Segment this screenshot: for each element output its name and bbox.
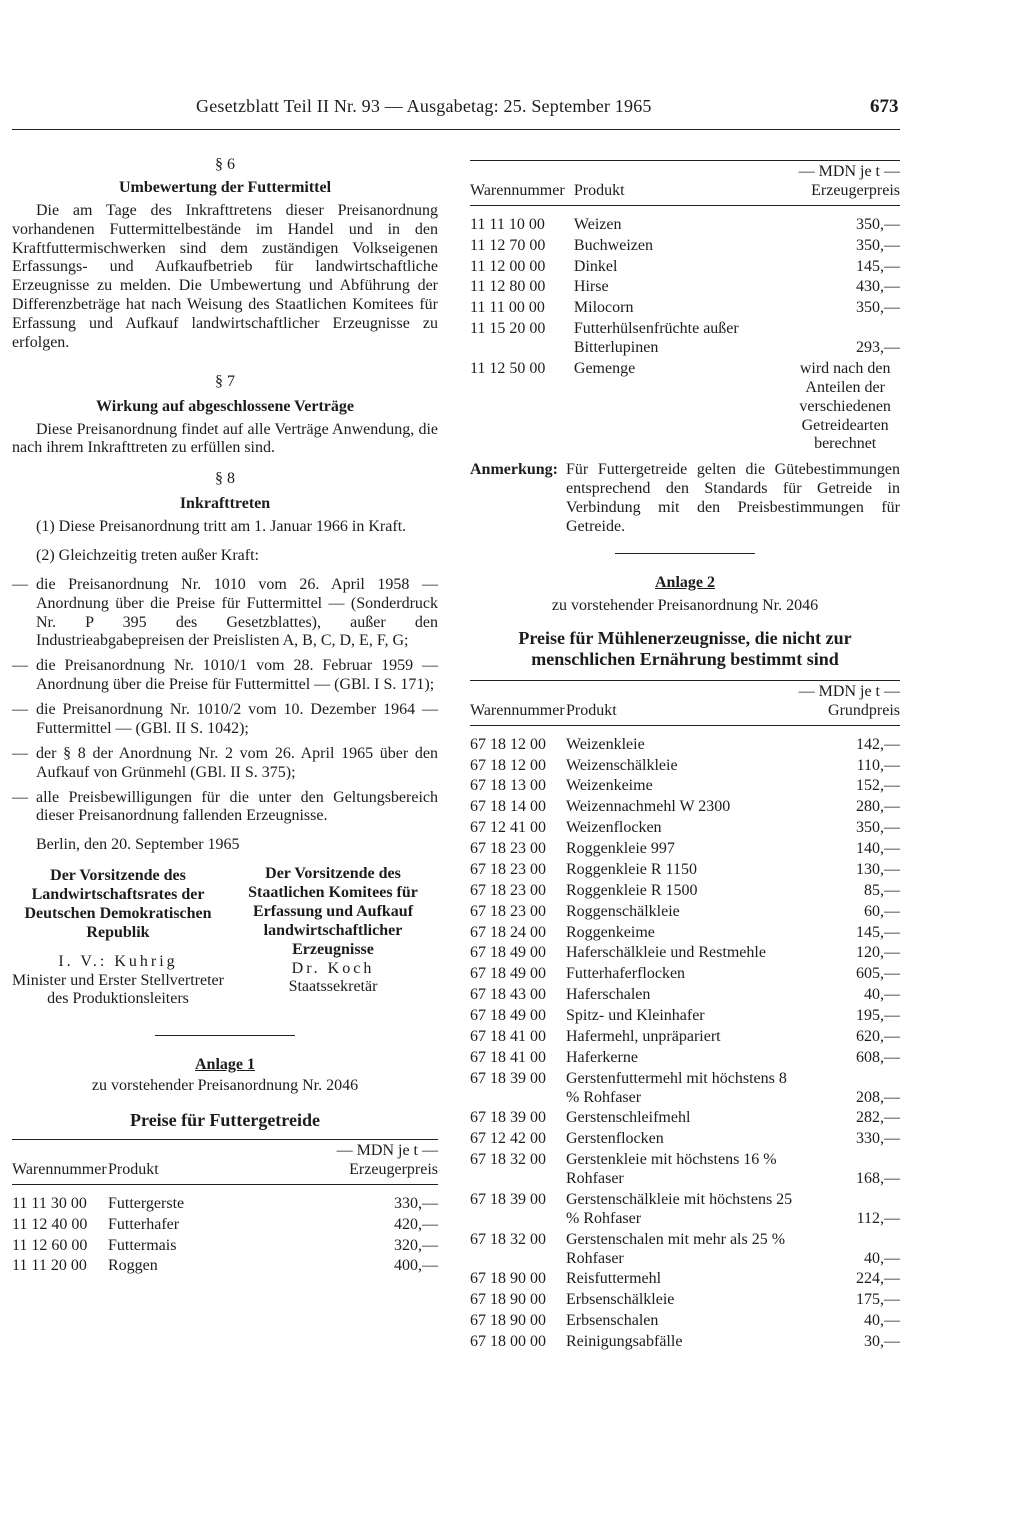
dash-marker: — [12, 701, 28, 718]
page-number: 673 [870, 96, 899, 117]
section-6-number: § 6 [215, 156, 235, 173]
section-7-number: § 7 [215, 372, 235, 390]
price-table-getreide-fortsetzung [470, 160, 900, 455]
col-header-price: — MDN je t — Erzeugerpreis [336, 1142, 438, 1178]
section-8-heading: Inkrafttreten [179, 495, 271, 513]
signatory-org: Der Vorsitzende des Landwirtschaftsrates der Deutschen Demokratischen Republik [24, 867, 212, 941]
left-column [12, 150, 438, 1277]
separator-rule [615, 553, 755, 554]
anlage-1-subtitle: zu vorstehender Preisanordnung Nr. 2046 [91, 1077, 359, 1094]
table-row: 11 11 10 00 Weizen 350,— [470, 215, 900, 233]
table-row: 11 12 40 00 Futterhafer 420,— [12, 1215, 438, 1233]
table-row: 11 12 60 00 Futtermais 320,— [12, 1236, 438, 1254]
signatory-name: Dr. Koch [291, 959, 375, 977]
col-header-warennummer: Warennummer [12, 1160, 107, 1178]
list-item: — alle Preisbewilligungen für die unter den Geltungsbereich dieser Preisanordnung fallenden Erzeugnisse. [12, 788, 438, 825]
table-row: 11 11 30 00 Futtergerste 330,— [12, 1194, 438, 1212]
table-row: 67 18 23 00 Roggenkleie R 1500 85,— [470, 881, 900, 899]
signatures [12, 863, 438, 1033]
table-row: 67 18 90 00 Reisfuttermehl 224,— [470, 1270, 900, 1288]
price-table-muehlenerzeugnisse [470, 680, 900, 1353]
col-header-price: — MDN je t — Grundpreis [798, 682, 900, 719]
signatory-name: I. V.: Kuhrig [58, 952, 178, 970]
table-row: 67 18 24 00 Roggenkeime 145,— [470, 923, 900, 941]
table-row: 67 18 23 00 Roggenkleie R 1150 130,— [470, 860, 900, 878]
table-row: 11 15 20 00 Futterhülsenfrüchte außer Bitterlupinen 293,— [470, 320, 900, 356]
table-row: 11 12 70 00 Buchweizen 350,— [470, 236, 900, 254]
anlage-2-title: Preise für Mühlenerzeugnisse, die nicht zur menschlichen Ernährung bestimmt sind [518, 627, 852, 669]
place-date: Berlin, den 20. September 1965 [36, 836, 240, 854]
page-header [0, 96, 1024, 126]
col-header-warennummer: Warennummer [470, 701, 565, 719]
table-row: 67 18 90 00 Erbsenschalen 40,— [470, 1312, 900, 1330]
section-7-text: Diese Preisanordnung findet auf alle Verträge Anwendung, die nach ihrem Inkrafttreten zu erfüllen sind. [12, 420, 438, 457]
table-row: 67 18 12 00 Weizenschälkleie 110,— [470, 756, 900, 774]
list-item: — die Preisanordnung Nr. 1010/2 vom 10. Dezember 1964 — Futtermittel — (GBl. II S. 1042); [12, 701, 438, 737]
dash-marker: — [12, 575, 28, 593]
table-row: 67 12 41 00 Weizenflocken 350,— [470, 819, 900, 837]
anlage-2-subtitle: zu vorstehender Preisanordnung Nr. 2046 [551, 596, 819, 614]
table-row: 67 18 41 00 Haferkerne 608,— [470, 1048, 900, 1066]
anmerkung-text: Für Futtergetreide gelten die Gütebestimmungen entsprechend den Standards für Getreide in Verbindung mit den Preisbestimmungen für Getreide. [566, 461, 900, 535]
gazette-title: Gesetzblatt Teil II Nr. 93 — Ausgabetag: 25. September 1965 [196, 96, 652, 116]
table-row: 67 18 39 00 Gerstenschleifmehl 282,— [470, 1109, 900, 1127]
col-header-produkt: Produkt [108, 1160, 159, 1178]
section-6-heading: Umbewertung der Futtermittel [118, 178, 332, 196]
anlage-2-label: Anlage 2 [655, 573, 715, 591]
table-row: 11 11 20 00 Roggen 400,— [12, 1257, 438, 1275]
table-row: 67 18 39 00 Gerstenschälkleie mit höchstens 25 % Rohfaser 112,— [470, 1190, 900, 1227]
section-6-text: Die am Tage des Inkrafttretens dieser Preisanordnung vorhandenen Futtermittelbestände im Handel und in den Kraftfuttermischwerken sind dem zuständigen Volkseigenen Erfassungs- und Aufkaufbetrieb für landwirtschaftliche Erzeugnisse zu melden. Die Umbewertung und Abführung der Differenzbeträge hat nach Weisung des Staatlichen Komitees für Erfassung und Aufkauf landwirtschaftlicher Erzeugnisse zu erfolgen. [12, 201, 438, 351]
table-row: 67 18 39 00 Gerstenfuttermehl mit höchstens 8 % Rohfaser 208,— [470, 1069, 900, 1106]
col-header-price: — MDN je t — Erzeugerpreis [798, 163, 900, 199]
signature-right [230, 865, 436, 997]
anlage-1-title: Preise für Futtergetreide [130, 1109, 320, 1130]
table-row: 11 12 50 00 Gemenge wird nach den Anteilen der verschiedenen Getreidearten berechnet [470, 359, 891, 453]
table-row: 67 18 49 00 Futterhaferflocken 605,— [470, 965, 900, 983]
table-row: 67 18 00 00 Reinigungsabfälle 30,— [470, 1333, 900, 1351]
repealed-list [12, 576, 438, 827]
table-row: 67 18 49 00 Spitz- und Kleinhafer 195,— [470, 1007, 900, 1025]
section-7-heading: Wirkung auf abgeschlossene Verträge [96, 397, 354, 415]
anmerkung [470, 461, 900, 537]
table-row: 67 18 13 00 Weizenkeime 152,— [470, 777, 900, 795]
dash-marker: — [12, 657, 28, 675]
section-8-number: § 8 [215, 470, 235, 488]
section-8-para-1: (1) Diese Preisanordnung tritt am 1. Januar 1966 in Kraft. [36, 518, 407, 535]
table-row: 67 18 90 00 Erbsenschälkleie 175,— [470, 1291, 900, 1309]
table-row: 67 18 41 00 Hafermehl, unpräpariert 620,— [470, 1027, 900, 1045]
table-row: 67 18 43 00 Haferschalen 40,— [470, 986, 900, 1004]
section-8-para-2: (2) Gleichzeitig treten außer Kraft: [36, 546, 259, 564]
header-rule [12, 129, 900, 130]
table-row: 67 18 49 00 Haferschälkleie und Restmehle 120,— [470, 944, 900, 962]
table-row: 67 18 32 00 Gerstenkleie mit höchstens 16 % Rohfaser 168,— [470, 1151, 900, 1188]
list-item: — die Preisanordnung Nr. 1010/1 vom 28. Februar 1959 — Anordnung über die Preise für Futtermittel — (GBl. I S. 171); [12, 657, 438, 694]
signature-left [12, 867, 224, 1009]
list-item: — der § 8 der Anordnung Nr. 2 vom 26. April 1965 über den Aufkauf von Grünmehl (GBl. II S. 375); [12, 744, 438, 781]
col-header-produkt: Produkt [573, 181, 625, 199]
list-item: — die Preisanordnung Nr. 1010 vom 26. April 1958 — Anordnung über die Preise für Futtermittel — (Sonderdruck Nr. P 395 des Gesetzblattes), außer den Industrieabgabepreisen der Preislisten A, B, C, D, E, F, G; [12, 575, 438, 650]
table-row: 67 18 23 00 Roggenschälkleie 60,— [470, 902, 900, 920]
anlage-1-label: Anlage 1 [195, 1056, 255, 1074]
right-column [470, 160, 900, 1353]
table-row: 67 18 32 00 Gerstenschalen mit mehr als 25 % Rohfaser 40,— [470, 1230, 900, 1267]
table-row: 67 18 14 00 Weizennachmehl W 2300 280,— [470, 798, 900, 816]
separator-rule [155, 1035, 295, 1036]
table-row: 11 12 00 00 Dinkel 145,— [470, 257, 900, 275]
signatory-role: Staatssekretär [288, 978, 378, 996]
anmerkung-label: Anmerkung: [470, 461, 559, 479]
signatory-org: Der Vorsitzende des Staatlichen Komitees für Erfassung und Aufkauf landwirtschaftlicher Erzeugnisse [248, 865, 418, 958]
table-row: 67 12 42 00 Gerstenflocken 330,— [470, 1130, 900, 1148]
table-row: 67 18 23 00 Roggenkleie 997 140,— [470, 840, 900, 858]
col-header-warennummer: Warennummer [470, 181, 565, 199]
table-row: 67 18 12 00 Weizenkleie 142,— [470, 735, 900, 753]
price-table-futtergetreide [12, 1139, 438, 1277]
dash-marker: — [12, 788, 28, 806]
dash-marker: — [12, 744, 28, 762]
col-header-produkt: Produkt [566, 701, 617, 719]
table-row: 11 12 80 00 Hirse 430,— [470, 278, 900, 296]
table-row: 11 11 00 00 Milocorn 350,— [470, 299, 900, 317]
signatory-role: Minister und Erster Stellvertreter des Produktionsleiters [12, 971, 224, 1008]
